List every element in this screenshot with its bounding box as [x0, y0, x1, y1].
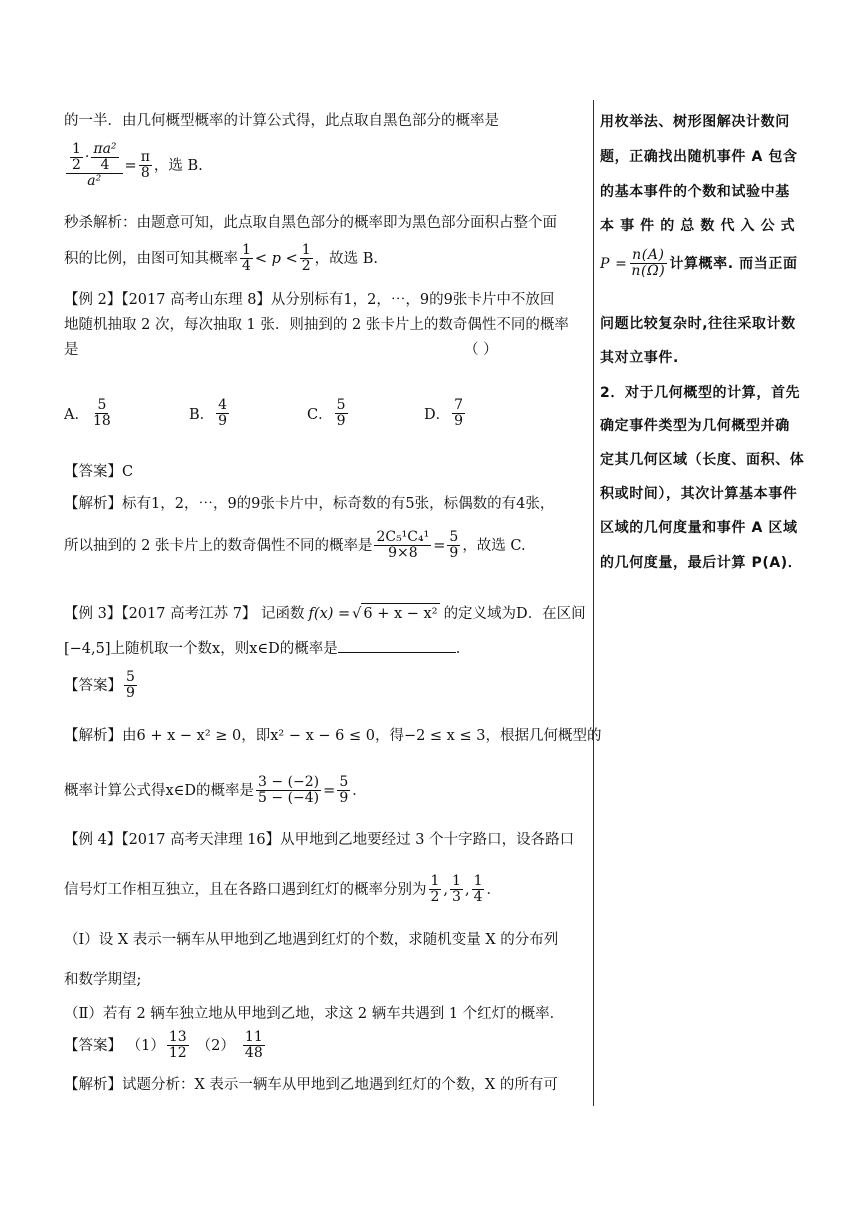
fraction: $\frac{\text{2C₅¹C₄¹}}{9\times 8}$ [376, 529, 430, 561]
part-2: （Ⅱ）若有 2 辆车独立地从甲地到乙地，求这 2 辆车共遇到 1 个红灯的概率． [64, 1006, 565, 1022]
text-line: 地随机抽取 2 次，每次抽取 1 张．则抽到的 2 张卡片上的数奇偶性不同的概率 [64, 317, 569, 333]
denominator: 4 [242, 258, 251, 274]
example-4-heading: 【例 4】【2017 高考天津理 16】从甲地到乙地要经过 3 个十字路口，设各路口 [64, 832, 575, 848]
text-line: 的一半．由几何概型概率的计算公式得，此点取自黑色部分的概率是 [64, 113, 499, 129]
answer-3: 【答案】 $\frac{5}{9}$ [64, 669, 135, 701]
formula-line: $\frac{1}{2}$ · $\frac{\text{πa²}}{4}$ a² = $\frac{\pi}{8}$ ，选 B. [64, 142, 203, 189]
solution-line: 所以抽到的 2 张卡片上的数奇偶性不同的概率是 $\frac{\text{2C₅¹C₄¹}}{9\times 8}$ = $\frac{5}{9}$ ，故选 C. [64, 529, 526, 561]
solution-line: 概率计算公式得x∈D的概率是 $\frac{3 - (-2)}{5 - (-4)}$ = $\frac{5}{9}$ ． [64, 774, 367, 806]
note-line: 题，正确找出随机事件 A 包含 [600, 149, 798, 165]
text: 积的比例，由图可知其概率 [64, 250, 238, 267]
option-b: B． $\frac{4}{9}$ [189, 397, 228, 429]
text-line: [−4,5]上随机取一个数x，则x∈D的概率是 ． [64, 638, 470, 659]
formula-line: P = $\frac{n(A)}{n(\Omega)}$ 计算概率. 而当正面 [600, 247, 798, 279]
numerator: 1 [72, 141, 81, 157]
numerator: πa² [93, 141, 117, 157]
note-line: 区域的几何度量和事件 A 区域 [600, 520, 798, 536]
note-line: 其对立事件. [600, 350, 679, 366]
option-c: C． $\frac{5}{9}$ [307, 397, 346, 429]
solution-line: 【解析】标有1，2，⋯，9的9张卡片中，标奇数的有5张，标偶数的有4张， [64, 496, 555, 512]
text-line: 信号灯工作相互独立，且在各路口遇到红灯的概率分别为 $\frac{1}{2}$ , $\frac{1}{3}$ , $\frac{1}{4}$ ． [64, 873, 501, 905]
denominator: a² [87, 173, 102, 189]
text: ，选 B. [153, 157, 203, 174]
fraction: $\frac{5}{9}$ [449, 529, 459, 561]
text-line [64, 243, 378, 274]
answer-4: 【答案】 （1） $\frac{13}{12}$ （2） $\frac{11}{48}$ [64, 1029, 263, 1061]
note-line: 的基本事件的个数和试验中基 [600, 184, 790, 200]
denominator: 4 [100, 157, 110, 173]
note-line: 定其几何区域（长度、面积、体 [600, 452, 805, 468]
fraction [91, 142, 118, 173]
answer-blank [338, 638, 456, 653]
fraction [70, 142, 83, 173]
text-line: 是 [64, 342, 79, 358]
denominator: 8 [140, 165, 150, 181]
solution-line: 【解析】试题分析：X 表示一辆车从甲地到乙地遇到红灯的个数，X 的所有可 [64, 1077, 558, 1093]
answer-paren: （ ） [464, 342, 498, 358]
option-a: A． $\frac{5}{18}$ [64, 397, 111, 429]
part-1: （Ⅰ）设 X 表示一辆车从甲地到乙地遇到红灯的个数，求随机变量 X 的分布列 [64, 932, 559, 948]
note-line: 积或时间），其次计算基本事件 [600, 486, 798, 502]
text-line: 秒杀解析：由题意可知，此点取自黑色部分的概率即为黑色部分面积占整个面 [64, 215, 557, 231]
note-line: 的几何度量，最后计算 P(A)． [600, 555, 803, 571]
answer-2: 【答案】C [64, 464, 134, 480]
note-line: 本 事 件 的 总 数 代 入 公 式 [600, 218, 796, 234]
compound-fraction: $\frac{1}{2}$ · $\frac{\text{πa²}}{4}$ a² [66, 142, 123, 189]
numerator: π [140, 149, 150, 165]
note-line: 确定事件类型为几何概型并确 [600, 418, 790, 434]
text-line: 和数学期望; [64, 972, 142, 988]
note-line: 问题比较复杂时,往往采取计数 [600, 316, 796, 332]
fraction [300, 243, 313, 274]
example-2-heading: 【例 2】【2017 高考山东理 8】从分别标有1，2，⋯，9的9张卡片中不放回 [64, 292, 555, 308]
inequality: < p < [254, 250, 298, 267]
numerator: 1 [301, 242, 311, 258]
fraction [240, 243, 253, 274]
column-divider [593, 100, 594, 1106]
example-3-heading: 【例 3】【2017 高考江苏 7】 记函数 f(x) = √ 6 + x − x² 的定义域为D．在区间 [64, 603, 586, 624]
numerator: 1 [242, 242, 251, 258]
option-d: D． $\frac{7}{9}$ [424, 397, 464, 429]
denominator: 2 [301, 258, 311, 274]
fraction [139, 150, 152, 181]
note-line: 2．对于几何概型的计算，首先 [600, 385, 801, 401]
text: ，故选 B. [314, 250, 379, 267]
note-line: 用枚举法、树形图解决计数问 [600, 114, 790, 130]
denominator: 2 [72, 157, 81, 173]
solution-line: 【解析】由6 + x − x² ≥ 0，即x² − x − 6 ≤ 0，得−2 ≤ x ≤ 3，根据几何概型的 [64, 728, 602, 744]
